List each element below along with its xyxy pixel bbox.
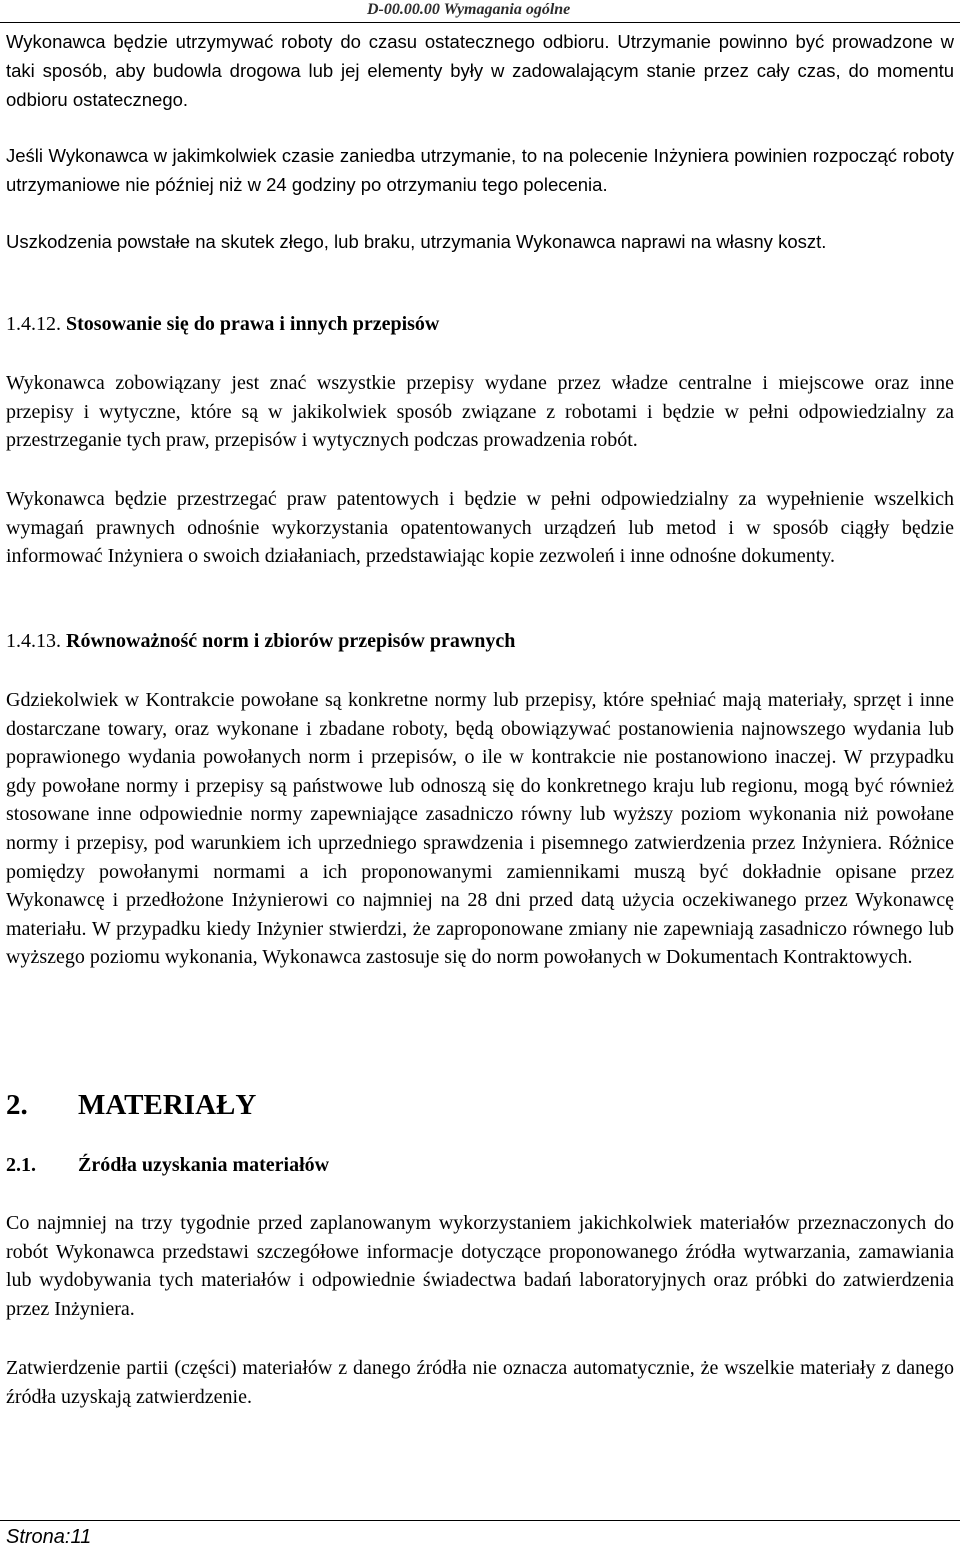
paragraph-neglect: Jeśli Wykonawca w jakimkolwiek czasie zaniedba utrzymanie, to na polecenie Inżyniera powinien rozpocząć roboty utrzymaniowe nie później niż w 24 godziny po otrzymaniu tego polecenia. (6, 145, 954, 195)
paragraph-batch-approval: Zatwierdzenie partii (części) materiałów z danego źródła nie oznacza automatycznie, że wszelkie materiały z danego źródła uzyskają zatwierdzenie. (6, 1357, 954, 1408)
paragraph-law-compliance: Wykonawca zobowiązany jest znać wszystkie przepisy wydane przez władze centralne i miejscowe oraz inne przepisy i wytyczne, które są w jakikolwiek sposób związane z robotami i będzie w pełni odpowiedzialny za przestrzeganie tych praw, przepisów i wytycznych podczas prowadzenia robót. (6, 372, 954, 452)
paragraph-damage: Uszkodzenia powstałe na skutek złego, lub braku, utrzymania Wykonawca naprawi na własny koszt. (6, 231, 827, 252)
section-heading-2-1 (6, 1154, 329, 1177)
paragraph-material-sources: Co najmniej na trzy tygodnie przed zaplanowanym wykorzystaniem jakichkolwiek materiałów przeznaczonych do robót Wykonawca przedstawi szczegółowe informacje dotyczące proponowanego źródła wytwarzania, zamawiania lub wydobywania tych materiałów i odpowiednie świadectwa badań laboratoryjnych oraz próbki do zatwierdzenia przez Inżyniera. (6, 1212, 954, 1320)
document-code: D-00.00.00 Wymagania ogólne (367, 1, 571, 18)
paragraph-norms-equivalence: Gdziekolwiek w Kontrakcie powołane są konkretne normy lub przepisy, które spełniać mają materiały, sprzęt i inne dostarczane towary, oraz wykonane i zbadane roboty, będą obowiązywać postanowienia najnowszego wydania lub poprawionego wydania powołanych norm i przepisów, o ile w kontrakcie nie postanowiono inaczej. W przypadku gdy powołane normy i przepisy są państwowe lub odnoszą się do konkretnego kraju lub regionu, mogą być również stosowane inne odpowiednie normy zapewniające zasadniczo równy lub wyższy poziom wykonania niż powołane normy i przepisy, pod warunkiem ich uprzedniego sprawdzenia i pisemnego zatwierdzenia przez Inżyniera. Różnice pomiędzy powołanymi normami a ich proponowanymi zamiennikami muszą być dokładnie opisane przez Wykonawcę i przedłożone Inżynierowi co najmniej na 28 dni przed datą użycia oczekiwanego przez Wykonawcę materiału. W przypadku kiedy Inżynier stwierdzi, że zaproponowane zmiany nie zapewniają zasadniczo równego lub wyższego poziomu wykonania, Wykonawca zastosuje się do norm powołanych w Dokumentach Kontraktowych. (6, 689, 954, 969)
section-number: 1.4.12. (6, 313, 61, 335)
footer-rule (0, 1520, 960, 1521)
chapter-number: 2. (6, 1089, 28, 1121)
section-title: Równoważność norm i zbiorów przepisów prawnych (66, 630, 516, 652)
page-number: Strona:11 (6, 1526, 92, 1548)
paragraph-patents: Wykonawca będzie przestrzegać praw patentowych i będzie w pełni odpowiedzialny za wypełnienie wszelkich wymagań prawnych odnośnie wykorzystania opatentowanych urządzeń lub metod i w sposób ciągły będzie informować Inżyniera o swoich działaniach, przedstawiając kopie zezwoleń i inne odnośne dokumenty. (6, 488, 954, 568)
chapter-heading-2 (6, 1089, 256, 1122)
section-number: 2.1. (6, 1154, 36, 1176)
section-number: 1.4.13. (6, 630, 61, 652)
header-rule (0, 22, 960, 23)
section-heading-1-4-12 (6, 313, 439, 336)
section-title: Źródła uzyskania materiałów (78, 1154, 330, 1176)
page-header (0, 0, 960, 24)
section-title: Stosowanie się do prawa i innych przepisów (66, 313, 440, 335)
section-heading-1-4-13 (6, 630, 515, 653)
chapter-title: MATERIAŁY (78, 1089, 257, 1121)
paragraph-maintenance: Wykonawca będzie utrzymywać roboty do czasu ostatecznego odbioru. Utrzymanie powinno być prowadzone w taki sposób, aby budowla drogowa lub jej elementy były w zadowalającym stanie przez cały czas, do momentu odbioru ostatecznego. (6, 31, 954, 110)
